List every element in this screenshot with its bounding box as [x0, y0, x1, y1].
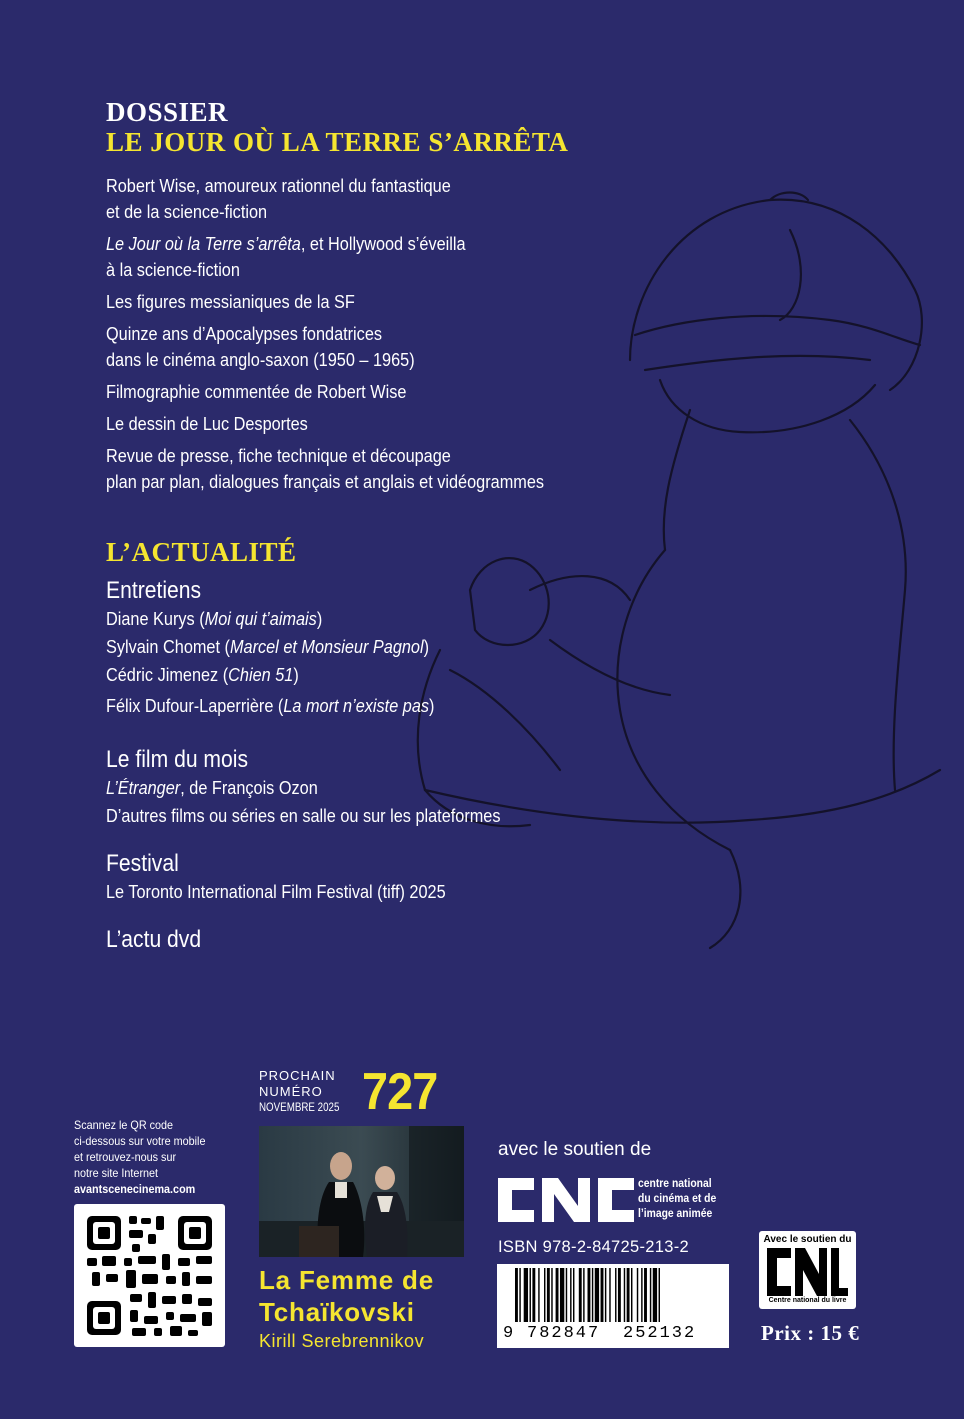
entretien-4-close: ) — [429, 695, 435, 716]
dossier-item-2-rest: , et Hollywood s’éveilla — [300, 233, 466, 254]
next-issue-director: Kirill Serebrennikov — [259, 1331, 425, 1351]
actualite-title: L’ACTUALITÉ — [106, 537, 297, 567]
dossier-item-5-line-1: Filmographie commentée de Robert Wise — [106, 381, 407, 402]
next-issue-title-line-2: Tchaïkovski — [259, 1297, 415, 1327]
dossier-item-5 — [106, 379, 544, 405]
cnc-logo-icon — [498, 1178, 634, 1222]
next-issue-title-line-1: La Femme de — [259, 1265, 434, 1295]
dossier-item-6-line-1: Le dessin de Luc Desportes — [106, 413, 308, 434]
cnc-line-1: centre national — [638, 1178, 712, 1190]
dossier-item-4 — [106, 321, 544, 373]
festival-label: Festival — [106, 850, 179, 877]
dossier-item-1-line-2: et de la science-fiction — [106, 201, 268, 222]
next-issue-label — [259, 1068, 354, 1116]
next-issue-photo — [259, 1126, 464, 1257]
festival-line: Le Toronto International Film Festival (tiff) 2025 — [106, 881, 446, 902]
entretien-3 — [106, 661, 501, 689]
price: Prix : 15 € — [761, 1321, 860, 1345]
entretien-2-name: Sylvain Chomet ( — [106, 636, 230, 657]
dossier-item-6 — [106, 411, 544, 437]
entretien-1-close: ) — [316, 608, 323, 629]
dossier-item-4-line-1: Quinze ans d’Apocalypses fondatrices — [106, 323, 383, 344]
dossier-item-7-line-2: plan par plan, dialogues français et anglais et vidéogrammes — [106, 471, 545, 492]
film-du-mois-line-1 — [106, 774, 501, 802]
film-du-mois-title: L’Étranger — [106, 777, 181, 798]
dossier-item-2 — [106, 231, 544, 283]
dossier-item-4-line-2: dans le cinéma anglo-saxon (1950 – 1965) — [106, 349, 415, 370]
dossier-item-7 — [106, 443, 544, 495]
cnl-top-text: Avec le soutien du — [763, 1234, 852, 1245]
film-du-mois-label: Le film du mois — [106, 746, 249, 773]
qr-line-1: Scannez le QR code — [74, 1118, 174, 1132]
qr-site: avantscenecinema.com — [74, 1182, 196, 1196]
entretien-1 — [106, 605, 501, 633]
qr-code-icon — [74, 1204, 225, 1347]
dossier-item-2-film: Le Jour où la Terre s’arrêta — [106, 233, 301, 254]
entretiens-label: Entretiens — [106, 577, 202, 604]
isbn: ISBN 978-2-84725-213-2 — [498, 1238, 689, 1256]
cnl-logo — [759, 1231, 856, 1309]
actualite-section — [106, 537, 554, 954]
dossier-item-7-line-1: Revue de presse, fiche technique et découpage — [106, 445, 451, 466]
dossier-item-2-line-2: à la science-fiction — [106, 259, 240, 280]
entretien-4-film: La mort n’existe pas — [283, 695, 430, 716]
entretien-4 — [106, 692, 501, 720]
entretien-2-film: Marcel et Monsieur Pagnol — [229, 636, 424, 657]
support-text: avec le soutien de — [498, 1139, 652, 1160]
dossier-item-1-line-1: Robert Wise, amoureux rationnel du fantastique — [106, 175, 451, 196]
entretien-2 — [106, 633, 501, 661]
cnl-logo-icon — [767, 1248, 848, 1296]
entretien-3-name: Cédric Jimenez ( — [106, 664, 229, 685]
cnc-description — [638, 1177, 716, 1222]
entretien-3-close: ) — [293, 664, 299, 685]
cnc-line-2: du cinéma et de — [638, 1193, 717, 1205]
dossier-item-1 — [106, 173, 544, 225]
next-issue-title — [259, 1264, 434, 1328]
next-issue-line-1: PROCHAIN — [259, 1068, 336, 1083]
qr-code[interactable] — [74, 1204, 225, 1347]
entretien-2-close: ) — [423, 636, 430, 657]
entretien-4-name: Félix Dufour-Laperrière ( — [106, 695, 284, 716]
qr-instructions — [74, 1117, 205, 1197]
dossier-item-3 — [106, 289, 544, 315]
barcode-first-digit: 9 — [503, 1324, 514, 1343]
barcode-group-2: 252132 — [623, 1324, 697, 1343]
entretien-1-film: Moi qui t’aimais — [204, 608, 317, 629]
dossier-label: DOSSIER — [106, 97, 229, 127]
film-du-mois-line-2: D’autres films ou séries en salle ou sur les plateformes — [106, 805, 501, 826]
dossier-section — [106, 97, 604, 495]
dossier-item-3-line-1: Les figures messianiques de la SF — [106, 291, 355, 312]
entretien-1-name: Diane Kurys ( — [106, 608, 205, 629]
next-issue-line-2: NUMÉRO — [259, 1084, 323, 1099]
cnc-line-3: l’image animée — [638, 1208, 713, 1220]
barcode-group-1: 782847 — [527, 1324, 601, 1343]
next-issue-date: NOVEMBRE 2025 — [259, 1102, 340, 1114]
qr-line-4: notre site Internet — [74, 1166, 159, 1180]
next-issue-number: 727 — [362, 1063, 438, 1121]
entretien-3-film: Chien 51 — [228, 664, 294, 685]
film-du-mois-by: , de François Ozon — [180, 777, 318, 798]
cnl-bottom-text: Centre national du livre — [768, 1297, 847, 1304]
qr-line-2: ci-dessous sur votre mobile — [74, 1134, 206, 1148]
dvd-label: L’actu dvd — [106, 926, 202, 953]
film-still-image — [259, 1126, 464, 1257]
qr-line-3: et retrouvez-nous sur — [74, 1150, 177, 1164]
dossier-title: LE JOUR OÙ LA TERRE S’ARRÊTA — [106, 127, 569, 157]
barcode — [497, 1264, 729, 1348]
